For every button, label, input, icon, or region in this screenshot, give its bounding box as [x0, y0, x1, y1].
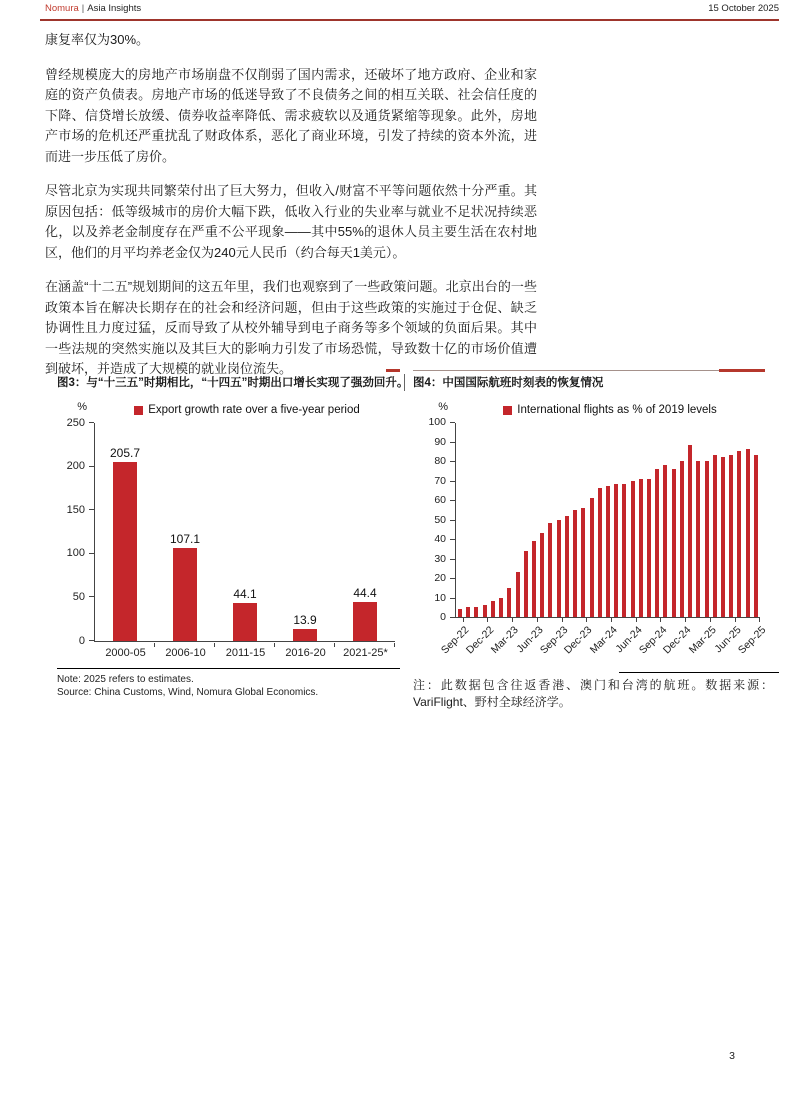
bar	[622, 484, 626, 617]
figure3-plot-area	[94, 423, 395, 642]
x-tick-mark	[463, 618, 464, 622]
x-tick-label: Sep-22	[438, 624, 472, 657]
bar	[113, 462, 137, 641]
figures-section	[57, 366, 773, 711]
x-tick-mark	[660, 618, 661, 622]
x-tick-label: Mar-23	[488, 624, 521, 657]
figure4-red-rule	[719, 369, 765, 372]
bar-value-label: 44.1	[233, 586, 257, 601]
x-tick-mark	[512, 618, 513, 622]
legend-swatch-icon	[134, 406, 143, 415]
bar	[524, 551, 528, 617]
x-tick-label: Dec-22	[463, 624, 496, 657]
bar	[233, 603, 257, 641]
x-tick-label: Jun-25	[711, 624, 744, 656]
y-tick-label: 50	[72, 590, 85, 603]
figure3-x-axis	[96, 642, 396, 659]
y-tick-label: 0	[440, 611, 446, 623]
page-number: 3	[729, 1050, 735, 1062]
header-left	[45, 3, 141, 14]
report-date: 15 October 2025	[708, 3, 779, 14]
bar	[746, 449, 750, 617]
x-tick-mark	[537, 618, 538, 622]
x-tick-label: 2021-25*	[343, 647, 388, 659]
bar	[540, 533, 544, 617]
y-tick-label: 50	[434, 513, 446, 526]
bar	[557, 520, 561, 618]
body-text	[45, 30, 537, 394]
y-tick-label: 90	[434, 435, 446, 448]
bar	[729, 455, 733, 617]
figure-column-divider	[404, 374, 405, 391]
figure3-legend-label: Export growth rate over a five-year period	[148, 404, 360, 416]
y-tick-label: 70	[434, 474, 446, 487]
bar	[705, 461, 709, 617]
figure3-red-rule	[386, 369, 400, 372]
figure4-x-axis	[438, 618, 768, 666]
bar	[483, 605, 487, 617]
bar	[491, 601, 495, 617]
x-tick-mark	[636, 618, 637, 622]
y-tick-label: 60	[434, 494, 446, 506]
bar-slot	[95, 423, 155, 641]
y-tick-label: 0	[78, 634, 85, 647]
bar	[639, 479, 643, 617]
bar-slot	[215, 423, 275, 641]
x-tick-label: Jun-24	[613, 624, 645, 656]
y-tick-label: 80	[434, 455, 446, 467]
x-tick-label: Jun-23	[514, 624, 546, 656]
figure3-legend	[94, 404, 400, 416]
bar	[631, 481, 635, 618]
bar	[458, 609, 462, 617]
figure3-plot-row	[57, 416, 400, 647]
y-tick-label: 150	[66, 503, 85, 516]
x-tick-mark	[154, 643, 155, 647]
x-tick-label: 2000-05	[105, 647, 146, 659]
figure3-note-divider	[57, 668, 400, 669]
x-tick-label: Mar-24	[587, 624, 620, 657]
figure-4	[413, 366, 773, 711]
x-tick-label: 2011-15	[225, 647, 266, 659]
figure3-source-line: Source: China Customs, Wind, Nomura Global Economics.	[57, 687, 319, 698]
bar	[688, 445, 692, 617]
figure4-note-divider	[619, 672, 779, 673]
y-tick-label: 100	[428, 416, 446, 428]
figure-3	[57, 366, 409, 711]
figure3-note-line: Note: 2025 refers to estimates.	[57, 674, 194, 685]
y-tick-label: 40	[434, 533, 446, 545]
bar	[606, 486, 610, 617]
figure4-chart-head	[413, 399, 765, 421]
bar	[173, 548, 197, 641]
figure4-title: 图4：中国国际航班时刻表的恢复情况	[413, 377, 604, 389]
bar	[647, 479, 651, 617]
bar	[721, 457, 725, 617]
bar	[293, 629, 317, 641]
x-tick-mark	[611, 618, 612, 622]
bar	[581, 508, 585, 617]
body-paragraph: 曾经规模庞大的房地产市场崩盘不仅削弱了国内需求，还破坏了地方政府、企业和家庭的资产负债表。房地产市场的低迷导致了不良债务之间的相互关联、社会信任度的下降、信贷增长放缓、债券收益率降低、需求疲软以及通货紧缩等现象。此外，房地产市场的危机还严重扰乱了财政体系，恶化了商业环境，引发了持续的资本外流，进而进一步压低了房价。	[45, 66, 537, 164]
x-tick-label: 2016-20	[285, 647, 326, 659]
figure4-plot-area	[455, 423, 760, 618]
bar-slot	[335, 423, 395, 641]
figure3-title: 图3：与“十三五”时期相比，“十四五”时期出口增长实现了强劲回升。	[57, 377, 409, 389]
y-tick-label: 100	[66, 547, 85, 560]
x-tick-mark	[562, 618, 563, 622]
report-header	[40, 2, 779, 21]
figure4-legend-label: International flights as % of 2019 levels	[517, 404, 717, 416]
body-paragraph: 康复率仅为30%。	[45, 32, 150, 47]
bar	[474, 607, 478, 617]
legend-swatch-icon	[503, 406, 512, 415]
bar-slot	[275, 423, 335, 641]
x-tick-mark	[586, 618, 587, 622]
nomura-logo: Nomura	[45, 3, 79, 14]
y-tick-label: 200	[66, 460, 85, 473]
x-tick-mark	[214, 643, 215, 647]
bar	[499, 598, 503, 618]
y-tick-label: 30	[434, 552, 446, 565]
bar-slot	[155, 423, 215, 641]
bar	[663, 465, 667, 617]
bar	[353, 602, 377, 641]
x-tick-mark	[685, 618, 686, 622]
x-tick-mark	[274, 643, 275, 647]
x-tick-mark	[334, 643, 335, 647]
bar	[590, 498, 594, 617]
bar-value-label: 107.1	[169, 531, 201, 546]
bar	[655, 469, 659, 617]
bar	[680, 461, 684, 617]
figure4-note: 注：此数据包含往返香港、澳门和台湾的航班。数据来源：VariFlight、野村全球经济学。	[413, 678, 773, 709]
bar	[737, 451, 741, 617]
figure3-chart-head	[57, 399, 400, 421]
figure4-plot-row	[413, 416, 765, 623]
figure4-y-unit: %	[438, 401, 448, 413]
y-tick-label: 10	[434, 591, 446, 604]
y-tick-label: 250	[66, 416, 85, 429]
bar	[565, 516, 569, 617]
x-tick-mark	[710, 618, 711, 622]
figure4-y-axis	[413, 416, 455, 623]
x-tick-label: Mar-25	[686, 624, 719, 657]
x-tick-mark	[735, 618, 736, 622]
bar	[532, 541, 536, 617]
bar	[466, 607, 470, 617]
body-paragraph: 尽管北京为实现共同繁荣付出了巨大努力，但收入/财富不平等问题依然十分严重。其原因包括：低等级城市的房价大幅下跌，低收入行业的失业率与就业不足状况持续恶化，以及养老金制度存在严重不公平现象——其中55%的退休人员主要生活在农村地区，他们的月平均养老金仅为240元人民币（约合每天1美元）。	[45, 183, 537, 260]
x-tick-label: Sep-23	[537, 624, 571, 657]
bar	[548, 523, 552, 617]
x-tick-mark	[759, 618, 760, 622]
bar	[507, 588, 511, 617]
figure4-legend	[455, 404, 765, 416]
x-tick-label: Dec-24	[661, 624, 694, 657]
header-separator: |	[81, 3, 85, 14]
x-tick-mark	[487, 618, 488, 622]
bar	[516, 572, 520, 617]
bar	[573, 510, 577, 617]
bar-value-label: 205.7	[109, 445, 141, 460]
bar	[754, 455, 758, 617]
x-tick-label: 2006-10	[165, 647, 206, 659]
bar-value-label: 44.4	[353, 586, 377, 601]
figure3-y-unit: %	[77, 401, 87, 413]
x-tick-mark	[394, 643, 395, 647]
body-paragraph: 在涵盖“十二五”规划期间的这五年里，我们也观察到了一些政策问题。北京出台的一些政策本旨在解决长期存在的社会和经济问题，但由于这些政策的实施过于仓促、缺乏协调性且力度过猛，反而导致了从校外辅导到电子商务等多个领域的负面后果。其中一些法规的突然实施以及其巨大的影响力引发了市场恐慌，导致数十亿的市场价值遭到破坏，并造成了大规模的就业岗位流失。	[45, 279, 537, 376]
y-tick-label: 20	[434, 572, 446, 584]
x-tick-label: Sep-24	[636, 624, 669, 657]
x-tick-label: Dec-23	[562, 624, 595, 657]
publication-name: Asia Insights	[87, 3, 142, 14]
bar	[713, 455, 717, 617]
x-tick-label: Sep-25	[735, 624, 768, 657]
bar	[598, 488, 602, 617]
bar-value-label: 13.9	[293, 612, 317, 627]
bar	[696, 461, 700, 617]
figure3-y-axis	[57, 416, 94, 647]
figure3-note	[57, 673, 400, 699]
bar	[614, 484, 618, 617]
bar	[672, 469, 676, 617]
